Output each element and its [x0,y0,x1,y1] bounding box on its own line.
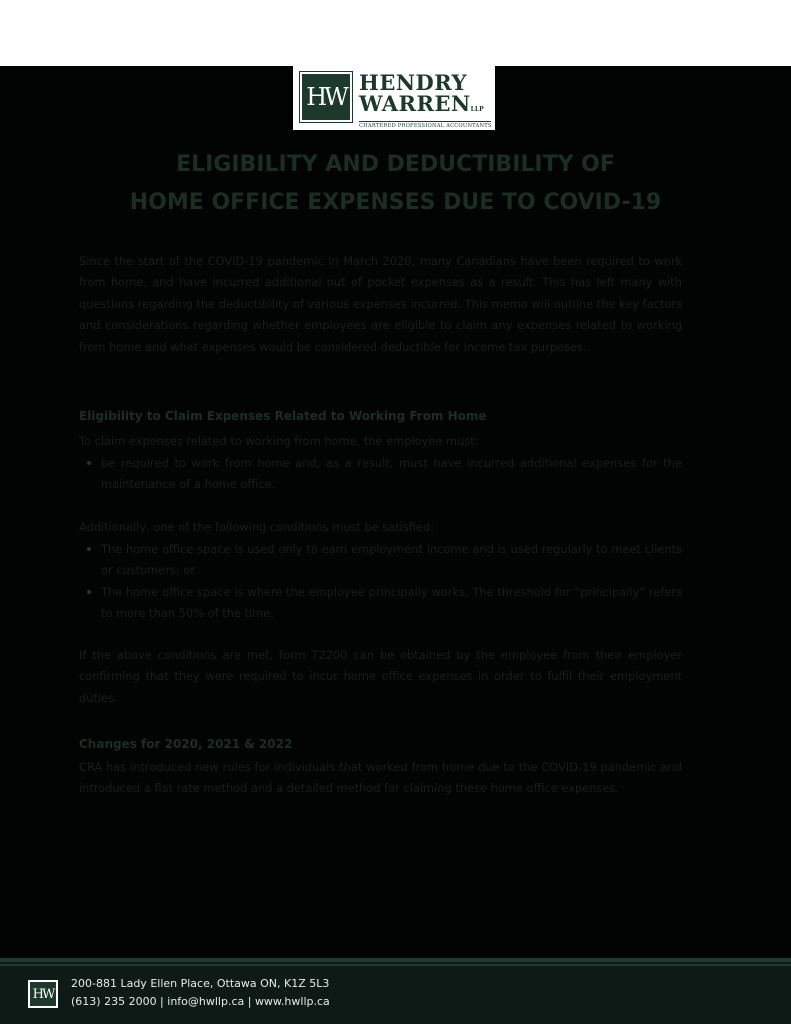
section1-additional: Additionally, one of the following conditions must be satisfied: [79,520,435,534]
requirements-list [79,453,682,496]
page-footer [0,958,791,1024]
logo-name-line1: HENDRY [359,70,468,95]
footer-divider [0,958,791,962]
company-logo [293,66,495,130]
top-margin [0,0,791,66]
list-item: The home office space is where the employee principally works. The threshold for “principally” refers to more than 50% of the time. [79,582,682,625]
intro-paragraph: Since the start of the COVID-19 pandemic in March 2020, many Canadians have been required to work from home, and have incurred additional out of pocket expenses as a result. This has left many with questions regarding the deductibility of various expenses incurred. This memo will outline the key factors and considerations regarding whether employees are eligible to claim any expenses related to working from home and what expenses would be considered deductible for income tax purposes. [79,254,682,354]
title-line1: ELIGIBILITY AND DEDUCTIBILITY OF [176,152,615,177]
logo-name-warren: WARREN [359,91,471,116]
footer-logo [28,980,58,1008]
section1-closing: If the above conditions are met, form T2200 can be obtained by the employee from their employer confirming that they were required to incur home office expenses in order to fulfil their employment duties. [79,648,682,705]
list-item: The home office space is used only to earn employment income and is used regularly to meet clients or customers; or [79,539,682,582]
page-title [60,146,731,222]
conditions-list [79,539,682,625]
logo-llp: LLP [470,106,484,113]
list-item: be required to work from home and, as a result, must have incurred additional expenses for the maintenance of a home office. [79,453,682,496]
logo-tagline: CHARTERED PROFESSIONAL ACCOUNTANTS [359,123,492,129]
title-line2: HOME OFFICE EXPENSES DUE TO COVID-19 [129,190,662,215]
logo-wordmark [359,72,491,131]
footer-divider-thin [0,964,791,966]
section2-heading: Changes for 2020, 2021 & 2022 [79,737,293,751]
logo-name-line2 [359,91,491,120]
footer-address: 200-881 Lady Ellen Place, Ottawa ON, K1Z 5L3 [71,977,330,990]
logo-monogram: HW [300,72,352,122]
section1-heading: Eligibility to Claim Expenses Related to Working From Home [79,409,487,423]
section1-lead: To claim expenses related to working from home, the employee must: [79,434,479,448]
footer-contact: (613) 235 2000 | info@hwllp.ca | www.hwllp.ca [71,995,330,1008]
footer-monogram: HW [30,982,56,1006]
section2-body: CRA has introduced new rules for individuals that worked from home due to the COVID-19 pandemic and introduced a flat rate method and a detailed method for claiming these home office expenses. [79,760,682,796]
